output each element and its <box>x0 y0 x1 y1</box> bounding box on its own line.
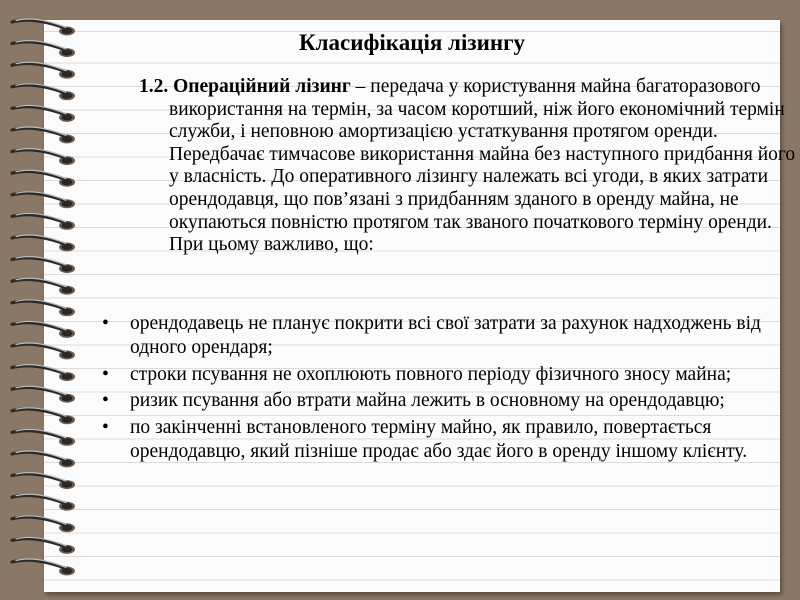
bullet-list <box>102 312 782 466</box>
list-item <box>102 312 782 360</box>
spiral-ring <box>12 105 75 121</box>
bullet-icon: • <box>102 363 109 385</box>
spiral-ring <box>12 84 75 100</box>
spiral-ring <box>12 235 75 251</box>
bullet-icon: • <box>102 416 109 438</box>
spiral-ring <box>12 62 75 78</box>
spiral-ring <box>12 278 75 294</box>
spiral-ring <box>12 451 75 467</box>
list-item <box>102 416 782 464</box>
bullet-icon: • <box>102 390 109 411</box>
spiral-ring <box>12 386 75 402</box>
spiral-ring <box>12 257 75 273</box>
intro-paragraph <box>139 76 800 257</box>
intro-term: Операційний лізинг <box>173 76 351 97</box>
spiral-ring <box>12 127 75 143</box>
list-item-text: ризик псування або втрати майна лежить в основному на орендодавцю; <box>130 390 725 411</box>
spiral-ring <box>12 516 75 532</box>
spiral-ring <box>12 300 75 316</box>
list-item <box>102 363 782 387</box>
spiral-ring <box>12 213 75 229</box>
spiral-ring <box>12 170 75 186</box>
intro-number: 1.2. <box>139 76 169 97</box>
slide-title: Класифікація лізингу <box>298 30 526 55</box>
spiral-ring <box>12 343 75 359</box>
spiral-ring <box>12 559 75 575</box>
list-item <box>102 389 782 413</box>
spiral-ring <box>12 365 75 381</box>
spiral-ring <box>12 473 75 489</box>
intro-text: – передача у користування майна багаторазового використання на термін, за часом коротший, ніж його економічний термін служби, і неповною амортизацією устаткування протягом оренди. Передбачає тимчасове використання майна без наступного придбання його у власність. До оперативного лізингу належать всі угоди, в яких затрати орендодавця, що пов’язані з придбанням зданого в оренду майна, не окупаються повністю протягом так званого початкового терміну оренди. При цьому важливо, що: <box>169 76 796 256</box>
spiral-ring <box>12 192 75 208</box>
list-item-text: по закінченні встановленого терміну майно, як правило, повертається орендодавцю, який пізніше продає або здає його в оренду іншому клієнту. <box>130 416 748 462</box>
spiral-ring <box>12 321 75 337</box>
spiral-binding-icon <box>0 0 110 600</box>
spiral-ring <box>12 494 75 510</box>
list-item-text: орендодавець не планує покрити всі свої затрати за рахунок надходжень від одного орендаря; <box>130 313 761 358</box>
spiral-ring <box>12 408 75 424</box>
spiral-ring <box>12 149 75 165</box>
list-item-text: строки псування не охоплюють повного періоду фізичного зносу майна; <box>130 363 732 385</box>
bullet-icon: • <box>102 313 109 334</box>
spiral-ring <box>12 537 75 553</box>
spiral-ring <box>12 429 75 445</box>
